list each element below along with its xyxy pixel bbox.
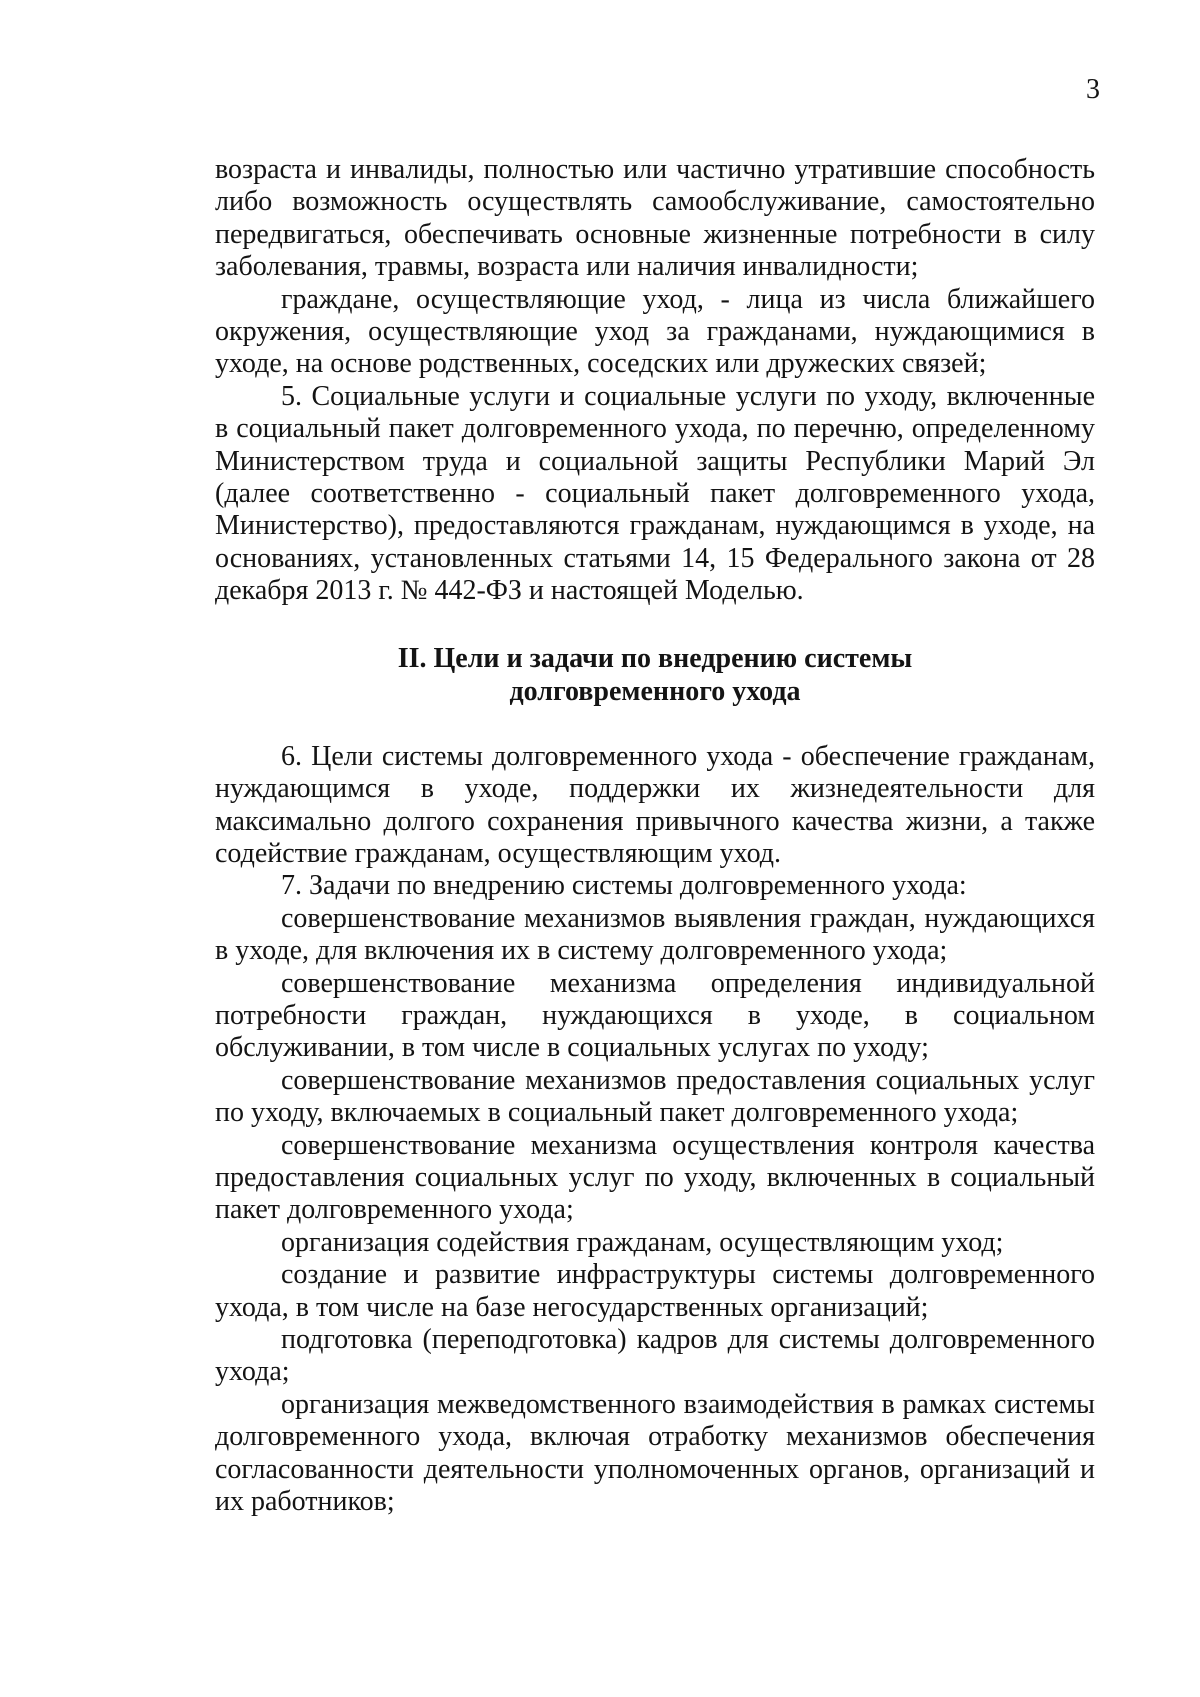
- paragraph-caregivers-definition: граждане, осуществляющие уход, - лица из числа ближайшего окружения, осуществляющие уход за гражданами, нуждающимися в уходе, на основе родственных, соседских или дружеских связей;: [215, 283, 1095, 380]
- page-number: 3: [1086, 74, 1100, 105]
- document-body: [215, 154, 1095, 1518]
- task-item: совершенствование механизмов выявления граждан, нуждающихся в уходе, для включения их в систему долговременного ухода;: [215, 902, 1095, 967]
- section-heading-line-2: долговременного ухода: [509, 675, 801, 707]
- task-item: совершенствование механизма осуществления контроля качества предоставления социальных услуг по уходу, включенных в социальный пакет долговременного ухода;: [215, 1129, 1095, 1226]
- task-item: совершенствование механизма определения индивидуальной потребности граждан, нуждающихся в уходе, в социальном обслуживании, в том числе в социальных услугах по уходу;: [215, 967, 1095, 1064]
- paragraph-clause-5: 5. Социальные услуги и социальные услуги по уходу, включенные в социальный пакет долговременного ухода, по перечню, определенному Министерством труда и социальной защиты Республики Марий Эл (далее соответственно - социальный пакет долговременного ухода, Министерство), предоставляются гражданам, нуждающимся в уходе, на основаниях, установленных статьями 14, 15 Федерального закона от 28 декабря 2013 г. № 442-ФЗ и настоящей Моделью.: [215, 380, 1095, 607]
- task-item: создание и развитие инфраструктуры системы долговременного ухода, в том числе на базе негосударственных организаций;: [215, 1259, 1095, 1323]
- task-item: совершенствование механизмов предоставления социальных услуг по уходу, включаемых в социальный пакет долговременного ухода;: [215, 1064, 1095, 1129]
- paragraph-clause-6: 6. Цели системы долговременного ухода - обеспечение гражданам, нуждающимся в уходе, поддержки их жизнедеятельности для максимально долгого сохранения привычного качества жизни, а также содействие гражданам, осуществляющим уход.: [215, 740, 1095, 869]
- task-item: организация содействия гражданам, осуществляющим уход;: [281, 1226, 1004, 1258]
- task-item: организация межведомственного взаимодействия в рамках системы долговременного ухода, включая отработку механизмов обеспечения согласованности деятельности уполномоченных органов, организаций и их работников;: [215, 1388, 1095, 1518]
- paragraph-clause-7: 7. Задачи по внедрению системы долговременного ухода:: [281, 870, 967, 902]
- section-heading-line-1: II. Цели и задачи по внедрению системы: [397, 642, 913, 674]
- task-item: подготовка (переподготовка) кадров для системы долговременного ухода;: [215, 1324, 1095, 1388]
- paragraph-continuation: возраста и инвалиды, полностью или частично утратившие способность либо возможность осуществлять самообслуживание, самостоятельно передвигаться, обеспечивать основные жизненные потребности в силу заболевания, травмы, возраста или наличия инвалидности;: [215, 154, 1095, 283]
- section-heading: [215, 642, 1095, 708]
